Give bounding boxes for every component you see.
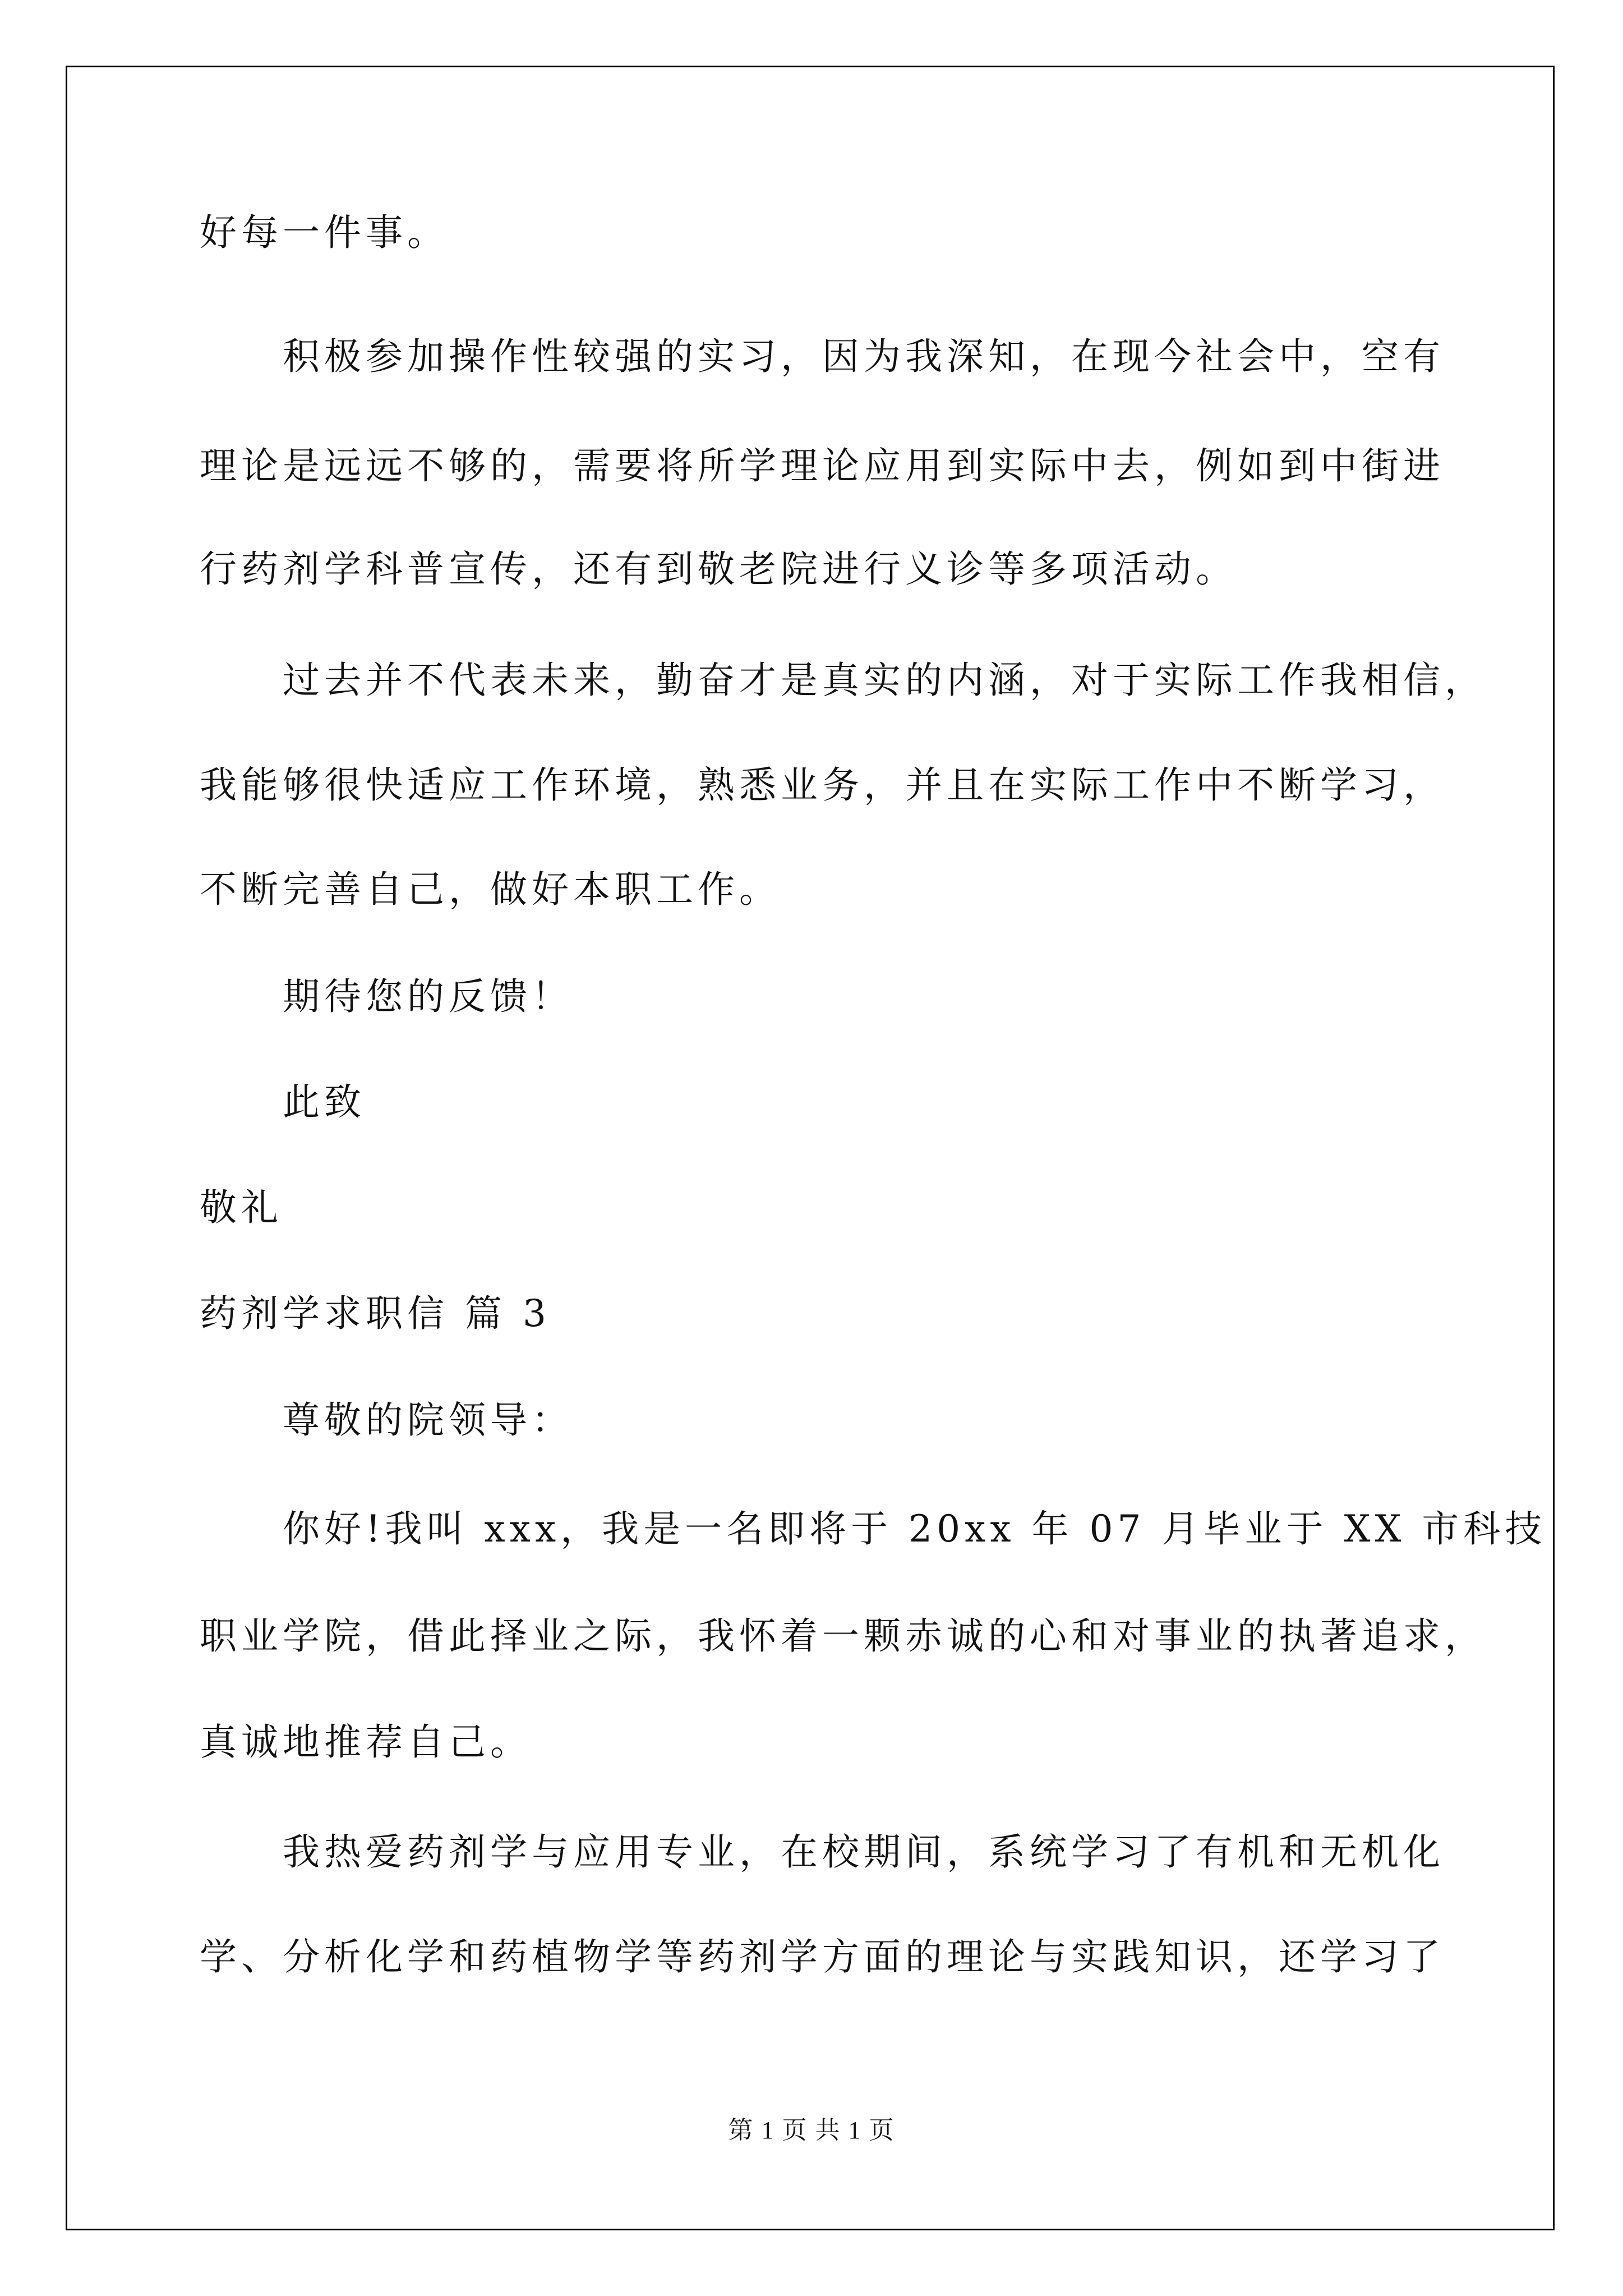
- text-line: 理论是远远不够的，需要将所学理论应用到实际中去，例如到中街进: [200, 444, 1445, 487]
- section-title: 药剂学求职信 篇 3: [200, 1292, 551, 1335]
- text-line: 职业学院，借此择业之际，我怀着一颗赤诚的心和对事业的执著追求，: [200, 1614, 1486, 1658]
- page-footer: 第 1 页 共 1 页: [728, 2116, 895, 2144]
- salutation-line: 敬礼: [200, 1186, 283, 1229]
- text-line: 学、分析化学和药植物学等药剂学方面的理论与实践知识，还学习了: [200, 1935, 1445, 1978]
- page-border: [66, 66, 1555, 2230]
- paragraph-line: 积极参加操作性较强的实习，因为我深知，在现今社会中，空有: [283, 335, 1445, 378]
- text-line: 真诚地推荐自己。: [200, 1720, 532, 1764]
- paragraph-line: 你好!我叫 xxx，我是一名即将于 20xx 年 07 月毕业于 XX 市科技: [283, 1507, 1547, 1550]
- paragraph-line: 过去并不代表未来，勤奋才是真实的内涵，对于实际工作我相信，: [283, 659, 1486, 702]
- text-line: 不断完善自己，做好本职工作。: [200, 868, 781, 911]
- salutation-line: 此致: [283, 1080, 366, 1124]
- text-line: 好每一件事。: [200, 211, 449, 254]
- closing-line: 期待您的反馈！: [283, 975, 573, 1018]
- text-line: 我能够很快适应工作环境，熟悉业务，并且在实际工作中不断学习，: [200, 763, 1445, 807]
- text-line: 行药剂学科普宣传，还有到敬老院进行义诊等多项活动。: [200, 547, 1237, 591]
- paragraph-line: 我热爱药剂学与应用专业，在校期间，系统学习了有机和无机化: [283, 1830, 1445, 1874]
- greeting-line: 尊敬的院领导：: [283, 1398, 573, 1442]
